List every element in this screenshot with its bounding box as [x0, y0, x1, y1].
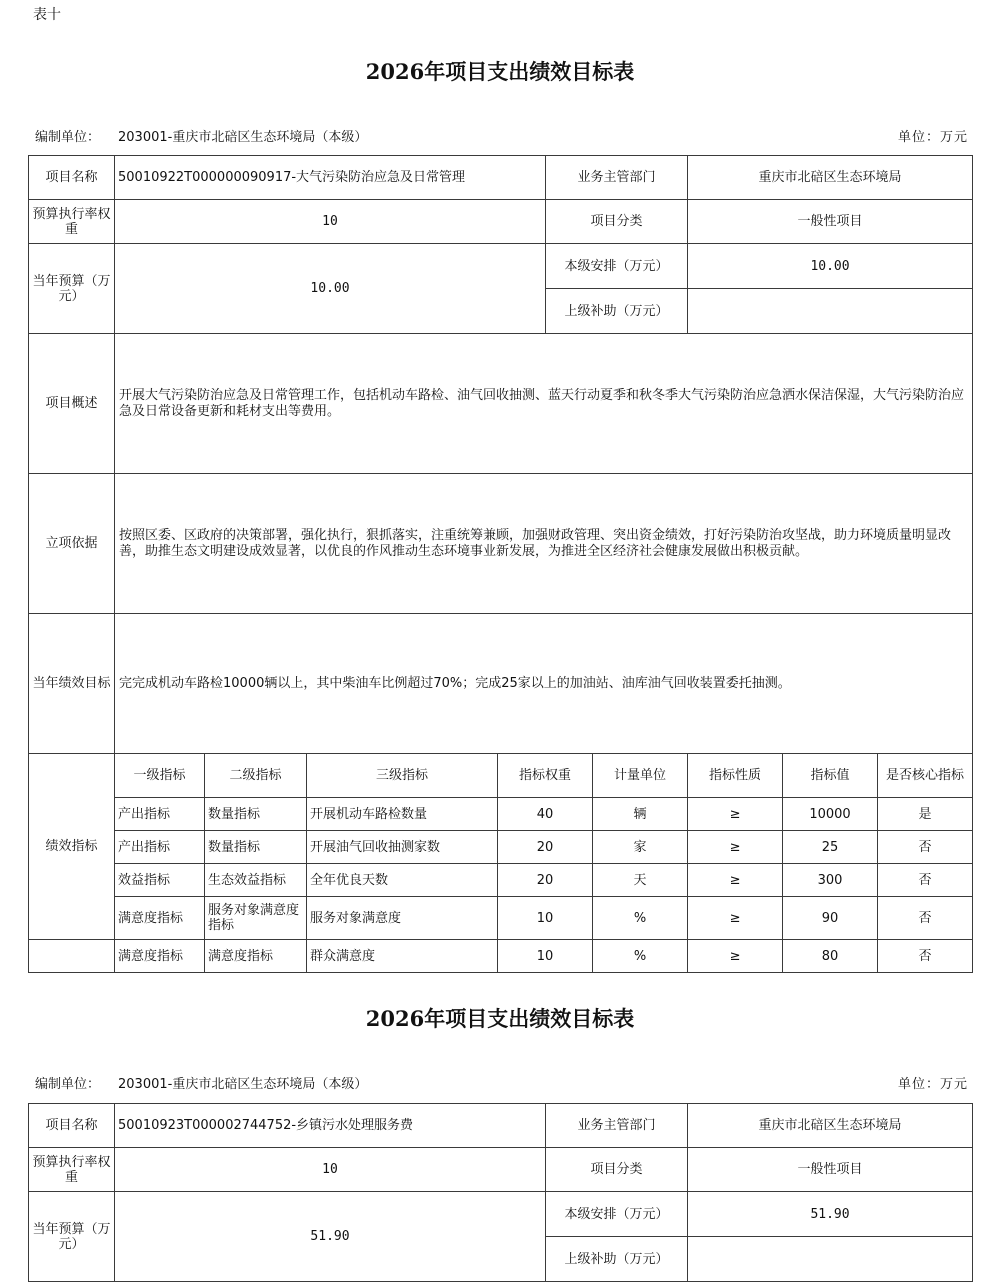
indicator-nature: ≥: [688, 897, 783, 940]
unit-label: 单位：万元: [897, 130, 968, 145]
header-value: 指标值: [783, 754, 878, 798]
indicators-label: 绩效指标: [29, 754, 115, 940]
indicator-level3: 服务对象满意度: [307, 897, 498, 940]
overview-text: 开展大气污染防治应急及日常管理工作，包括机动车路检、油气回收抽测、蓝天行动夏季和秋冬季大气污染防治应急洒水保洁保湿，大气污染防治应急及日常设备更新和耗材支出等费用。: [115, 334, 973, 474]
category-label: 项目分类: [546, 200, 688, 244]
dept-value: 重庆市北碚区生态环境局: [688, 1104, 973, 1148]
local-label: 本级安排（万元）: [546, 1192, 688, 1237]
header-weight: 指标权重: [498, 754, 593, 798]
indicator-unit: 家: [593, 831, 688, 864]
budget-value: 10.00: [115, 244, 546, 334]
budget-value: 51.90: [115, 1192, 546, 1282]
indicator-weight: 40: [498, 798, 593, 831]
indicator-row: [29, 864, 973, 897]
indicator-core: 是: [878, 798, 973, 831]
subsidy-value: [688, 289, 973, 334]
indicator-level3: 开展油气回收抽测家数: [307, 831, 498, 864]
org-info: [35, 126, 367, 145]
org-info: [35, 1073, 367, 1092]
indicator-row: [29, 798, 973, 831]
indicator-row: [29, 940, 973, 973]
indicator-value: 300: [783, 864, 878, 897]
indicator-level2: 数量指标: [205, 798, 307, 831]
basis-label: 立项依据: [29, 474, 115, 614]
indicator-nature: ≥: [688, 864, 783, 897]
header-level3: 三级指标: [307, 754, 498, 798]
exec-weight-value: 10: [115, 1148, 546, 1192]
category-label: 项目分类: [546, 1148, 688, 1192]
subsidy-value: [688, 1237, 973, 1282]
indicator-value: 10000: [783, 798, 878, 831]
dept-label: 业务主管部门: [546, 156, 688, 200]
overview-label: 项目概述: [29, 334, 115, 474]
header-core: 是否核心指标: [878, 754, 973, 798]
dept-label: 业务主管部门: [546, 1104, 688, 1148]
indicator-header-row: [29, 754, 973, 798]
indicator-unit: 辆: [593, 798, 688, 831]
indicator-weight: 10: [498, 940, 593, 973]
indicator-value: 80: [783, 940, 878, 973]
goal-label: 当年绩效目标: [29, 614, 115, 754]
header-level1: 一级指标: [115, 754, 205, 798]
indicator-level3: 开展机动车路检数量: [307, 798, 498, 831]
indicator-level1: 产出指标: [115, 798, 205, 831]
table-title: 2026年项目支出绩效目标表: [365, 59, 635, 84]
indicator-core: 否: [878, 831, 973, 864]
indicator-unit: 天: [593, 864, 688, 897]
project-name-label: 项目名称: [29, 156, 115, 200]
indicator-level2: 满意度指标: [205, 940, 307, 973]
project-name-value: 50010923T000002744752-乡镇污水处理服务费: [115, 1104, 546, 1148]
page-label: 表十: [33, 7, 61, 23]
org-label: 编制单位：: [35, 1077, 101, 1092]
indicator-nature: ≥: [688, 940, 783, 973]
unit-label: 单位：万元: [897, 1077, 968, 1092]
indicator-unit: %: [593, 940, 688, 973]
local-value: 51.90: [688, 1192, 973, 1237]
project-name-label: 项目名称: [29, 1104, 115, 1148]
indicator-level2: 生态效益指标: [205, 864, 307, 897]
project-name-value: 50010922T000000090917-大气污染防治应急及日常管理: [115, 156, 546, 200]
dept-value: 重庆市北碚区生态环境局: [688, 156, 973, 200]
indicator-level2: 数量指标: [205, 831, 307, 864]
org-value: 203001-重庆市北碚区生态环境局（本级）: [118, 130, 368, 145]
exec-weight-value: 10: [115, 200, 546, 244]
indicator-weight: 10: [498, 897, 593, 940]
budget-label: 当年预算（万元）: [29, 1192, 115, 1282]
indicator-level1: 满意度指标: [115, 897, 205, 940]
indicator-level3: 群众满意度: [307, 940, 498, 973]
header-level2: 二级指标: [205, 754, 307, 798]
exec-weight-label: 预算执行率权重: [29, 1148, 115, 1192]
local-label: 本级安排（万元）: [546, 244, 688, 289]
subsidy-label: 上级补助（万元）: [546, 1237, 688, 1282]
indicator-level1: 效益指标: [115, 864, 205, 897]
indicator-weight: 20: [498, 864, 593, 897]
header-nature: 指标性质: [688, 754, 783, 798]
indicator-row: [29, 897, 973, 940]
performance-table-2: [28, 1103, 973, 1282]
subsidy-label: 上级补助（万元）: [546, 289, 688, 334]
indicator-nature: ≥: [688, 798, 783, 831]
indicator-value: 25: [783, 831, 878, 864]
indicator-level1: 满意度指标: [115, 940, 205, 973]
indicator-weight: 20: [498, 831, 593, 864]
org-value: 203001-重庆市北碚区生态环境局（本级）: [118, 1077, 368, 1092]
goal-text: 完完成机动车路检10000辆以上，其中柴油车比例超过70%；完成25家以上的加油站、油库油气回收装置委托抽测。: [115, 614, 973, 754]
indicator-core: 否: [878, 897, 973, 940]
indicator-level3: 全年优良天数: [307, 864, 498, 897]
table-title: 2026年项目支出绩效目标表: [365, 1006, 635, 1031]
header-unit: 计量单位: [593, 754, 688, 798]
budget-label: 当年预算（万元）: [29, 244, 115, 334]
exec-weight-label: 预算执行率权重: [29, 200, 115, 244]
indicators-label-blank: [29, 940, 115, 973]
org-label: 编制单位：: [35, 130, 101, 145]
local-value: 10.00: [688, 244, 973, 289]
basis-text: 按照区委、区政府的决策部署，强化执行，狠抓落实，注重统筹兼顾，加强财政管理、突出资金绩效，打好污染防治攻坚战，助力环境质量明显改善，助推生态文明建设成效显著，以优良的作风推动生态环境事业新发展，为推进全区经济社会健康发展做出积极贡献。: [115, 474, 973, 614]
category-value: 一般性项目: [688, 200, 973, 244]
indicator-row: [29, 831, 973, 864]
indicator-core: 否: [878, 864, 973, 897]
indicator-core: 否: [878, 940, 973, 973]
performance-table-1: [28, 155, 973, 973]
indicator-level1: 产出指标: [115, 831, 205, 864]
indicator-value: 90: [783, 897, 878, 940]
indicator-level2: 服务对象满意度指标: [205, 897, 307, 940]
category-value: 一般性项目: [688, 1148, 973, 1192]
indicator-nature: ≥: [688, 831, 783, 864]
indicator-unit: %: [593, 897, 688, 940]
